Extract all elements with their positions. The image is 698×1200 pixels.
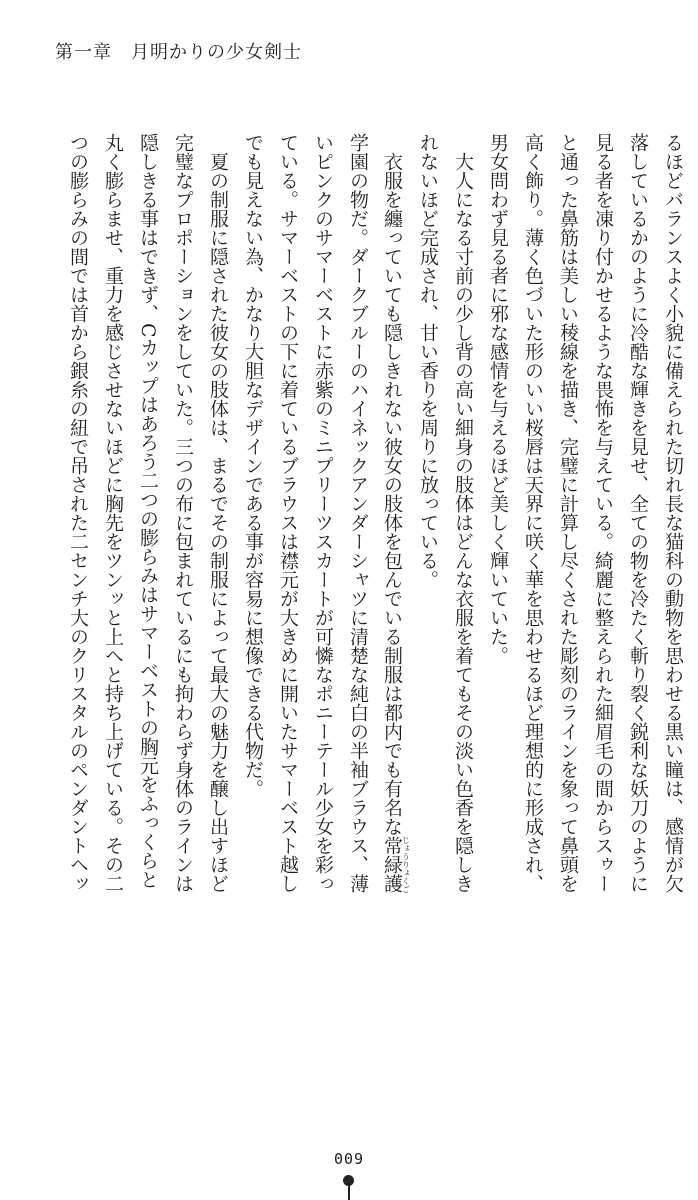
chapter-running-header: 第一章 月明かりの少女剣士 — [55, 42, 302, 63]
text-line: 男女問わず見る者に邪な感情を与えるほど美しく輝いていた。 — [487, 133, 509, 665]
ruby-reading: じょうりょくご — [401, 836, 411, 893]
text-column — [410, 133, 445, 903]
text-line: 隠しきる事はできず、Cカップはあろう二つの膨らみはサマーベストの胸元をふっくらと — [137, 133, 159, 889]
text-line: と通った鼻筋は美しい稜線を描き、完璧に計算し尽くされた彫刻のラインを象って鼻頭を — [557, 133, 579, 893]
text-column — [130, 133, 165, 903]
text-line: 完璧なプロポーションをしていた。三つの布に包まれているにも拘わらず身体のラインは — [172, 133, 194, 893]
text-line: るほどバランスよく小貌に備えられた切れ長な猫科の動物を思わせる黒い瞳は、感情が欠 — [662, 133, 684, 893]
text-line: 大人になる寸前の少し背の高い細身の肢体はどんな衣服を着てもその淡い色香を隠しき — [452, 133, 474, 893]
text-column — [95, 133, 130, 903]
text-column — [165, 133, 200, 903]
text-column — [550, 133, 585, 903]
text-line: でも見えない為、かなり大胆なデザインである事が容易に想像できる代物だ。 — [242, 133, 264, 798]
text-line: 落しているかのように冷酷な輝きを見せ、全ての物を冷たく斬り裂く鋭利な妖刀のように — [627, 133, 649, 893]
ruby-base: 常緑護 — [381, 836, 403, 893]
text-line: 学園の物だ。ダークブルーのハイネックアンダーシャツに清楚な純白の半袖ブラウス、薄 — [347, 133, 369, 893]
text-column — [620, 133, 655, 903]
text-column — [375, 133, 410, 903]
ruby-word — [381, 836, 411, 893]
text-line: つの膨らみの間では首から銀糸の紐で吊された二センチ大のクリスタルのペンダントヘッ — [67, 133, 89, 893]
text-line: ている。サマーベストの下に着ているブラウスは襟元が大きめに開いたサマーベスト越し — [277, 133, 299, 893]
text-column — [340, 133, 375, 903]
text-column — [585, 133, 620, 903]
text-line: 衣服を纏っていても隠しきれない彼女の肢体を包んでいる制服は都内でも有名な — [381, 133, 403, 836]
text-column — [480, 133, 515, 903]
text-column — [305, 133, 340, 903]
text-column — [270, 133, 305, 903]
page-ornament-line — [348, 1185, 350, 1200]
text-column — [60, 133, 95, 903]
text-column — [235, 133, 270, 903]
text-line: 見る者を凍り付かせるような畏怖を与えている。綺麗に整えられた細眉毛の間からスゥー — [592, 133, 614, 893]
page-number: 009 — [333, 1150, 365, 1168]
text-column — [200, 133, 235, 903]
text-line: れないほど完成され、甘い香りを周りに放っている。 — [417, 133, 439, 589]
text-line: 夏の制服に隠された彼女の肢体は、まるでその制服によって最大の魅力を醸し出すほど — [207, 133, 229, 893]
text-line: 高く飾り。薄く色づいた形のいい桜唇は天界に咲く華を思わせるほど理想的に形成され、 — [522, 133, 544, 893]
novel-body-text — [60, 133, 690, 903]
text-column — [515, 133, 550, 903]
text-column — [445, 133, 480, 903]
text-line: 丸く膨らませ、重力を感じさせないほどに胸先をツンッと上へと持ち上げている。その二 — [102, 133, 124, 893]
text-column — [655, 133, 690, 903]
text-line: いピンクのサマーベストに赤紫のミニプリーツスカートが可憐なポニーテール少女を彩っ — [312, 133, 334, 893]
